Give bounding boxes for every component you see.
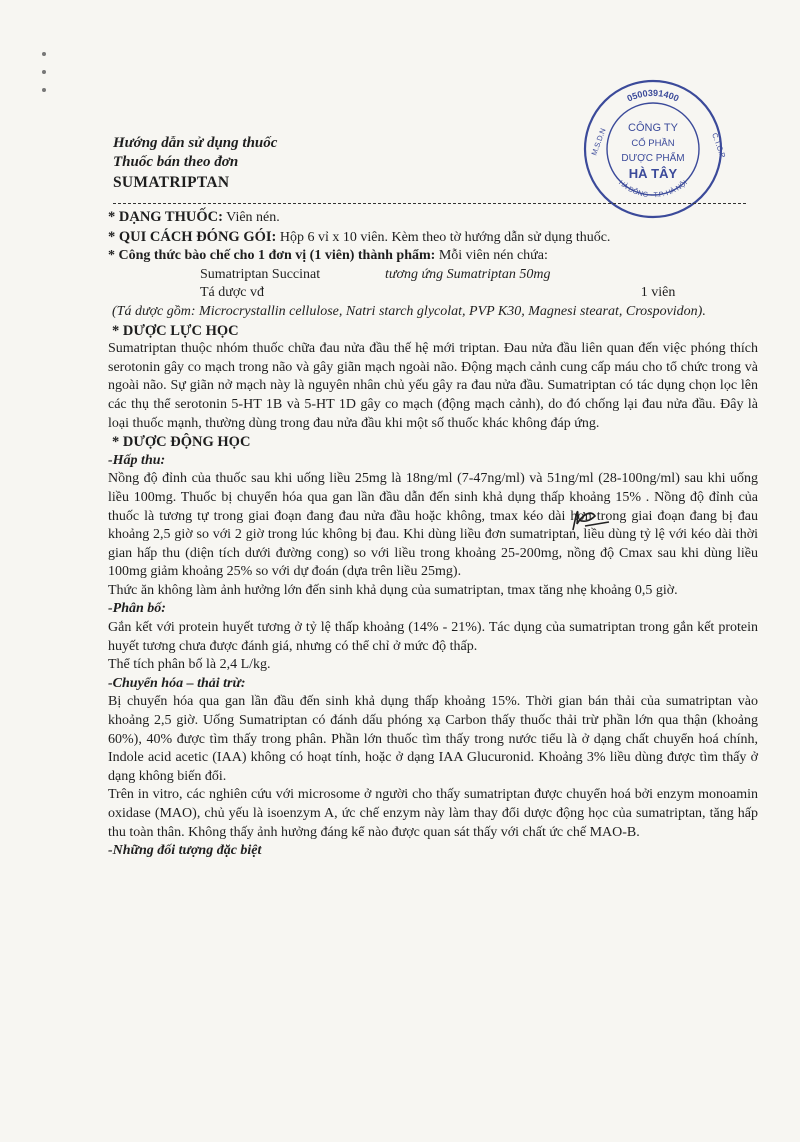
special-populations-title: -Những đối tượng đặc biệt (108, 843, 262, 859)
document-body (108, 208, 758, 861)
header-line-1: Hướng dẫn sử dụng thuốc (113, 135, 278, 151)
absorption-text: Nồng độ đỉnh của thuốc sau khi uống liều 25mg là 18ng/ml (7-47ng/ml) và 51ng/ml (28-100ng/ml) sau khi uống liều 100mg. Thuốc bị chuyển hóa qua gan lần đầu dẫn đến sinh khả dụng thấp khoảng 15% . Nồng độ đỉnh của thuốc là tương tự trong giai đoạn đang đau nửa đầu hoặc không, tmax kéo dài hơn trong giai đoạn đang bị đau khoảng 2,5 giờ so với 2 giờ trong lúc không bị đau. Khi dùng liều đơn sumatriptan, liều dùng tỷ lệ với kéo dài thời gian hấp thu (diện tích dưới đường cong) so với liều trong khoảng 25-200mg, nồng độ Cmax sau khi dùng liều 100mg giảm khoảng 25% so với dự đoán (dựa trên liều 25mg). (108, 471, 758, 580)
formula-ingredient: Sumatriptan Succinat (200, 266, 321, 282)
stamp-ring-right: C.T.C.P (710, 131, 728, 159)
pharmacokinetics-title: * DƯỢC ĐỘNG HỌC (112, 434, 251, 451)
stamp-ring-left: M.S.D.N (589, 126, 608, 157)
metabolism-title: -Chuyển hóa – thải trừ: (108, 675, 246, 691)
stamp-ring-bottom: HÀ ĐÔNG - T.P. HÀ NỘI (617, 179, 689, 200)
formula-excipient: Tá dược vđ (200, 285, 264, 301)
stamp-line-1: CÔNG TY (628, 122, 678, 134)
header-divider (113, 203, 746, 204)
svg-text:HÀ ĐÔNG - T.P. HÀ NỘI (617, 179, 689, 199)
pharmacodynamics-text: Sumatriptan thuộc nhóm thuốc chữa đau nửa đầu thế hệ mới triptan. Đau nửa đầu liên quan đến việc phóng thích serotonin gây co mạch trong não và gây giãn mạch ngoài não. Động mạch cảnh cung cấp máu cho tổ chức trong và ngoài não. Sự giãn nở mạch này là nguyên nhân chủ yếu gây ra đau nửa đầu. Sumatriptan có tác dụng chọn lọc lên các thụ thể serotonin 5-HT 1B và 5-HT 1D gây co mạch (động mạch cảnh), do đó chống lại đau nửa đầu. Đây là loại thuốc mạnh, thường dùng trong đau nửa đầu khi một số thuốc khác không đáp ứng. (108, 341, 758, 431)
packaging-value: Hộp 6 vỉ x 10 viên. Kèm theo tờ hướng dẫn sử dụng thuốc. (276, 229, 611, 245)
scan-mark (42, 70, 46, 74)
formula-label: * Công thức bào chế cho 1 đơn vị (1 viên) thành phẩm: (108, 248, 436, 264)
document-header (113, 134, 513, 193)
header-line-2: Thuốc bán theo đơn (113, 154, 239, 170)
distribution-title: -Phân bố: (108, 601, 166, 617)
packaging (108, 228, 758, 248)
scan-mark (42, 52, 46, 56)
company-stamp (578, 74, 728, 224)
product-name: SUMATRIPTAN (113, 174, 230, 191)
excipients-note: (Tá dược gồm: Microcrystallin cellulose, Natri starch glycolat, PVP K30, Magnesi stearat, Crospovidon). (112, 303, 706, 319)
svg-text:0500391400 (626, 88, 681, 104)
formula-row (108, 266, 758, 285)
formula-quantity: 1 viên (640, 285, 676, 301)
absorption-food-text: Thức ăn không làm ảnh hưởng lớn đến sinh khả dụng của sumatriptan, tmax tăng nhẹ khoảng 0,5 giờ. (108, 582, 678, 598)
metabolism-invitro-text: Trên in vitro, các nghiên cứu với microsome ở người cho thấy sumatriptan được chuyển hoá bởi enzym monoamin oxidase (MAO), chủ yếu là isoenzym A, ức chế enzym này làm thay đổi dược động học của sumatriptan, tăng hấp thu toàn thân. Không thấy ảnh hưởng đáng kể nào được quan sát thấy với chất ức chế MAO-B. (108, 787, 758, 840)
dosage-form-value: Viên nén. (222, 210, 280, 225)
stamp-reg-number: 0500391400 (625, 87, 681, 104)
stamp-line-2: CỔ PHẦN (631, 138, 675, 149)
distribution-text: Gắn kết với protein huyết tương ở tỷ lệ thấp khoảng (14% - 21%). Tác dụng của sumatriptan trong gắn kết protein huyết tương chưa được đánh giá, nhưng có thể chỉ ở mức độ thấp. (108, 620, 758, 654)
pharmacodynamics-title: * DƯỢC LỰC HỌC (112, 322, 239, 339)
stamp-line-3: DƯỢC PHẨM (621, 153, 685, 164)
dosage-form-label: * DẠNG THUỐC: (108, 209, 223, 225)
absorption-title: -Hấp thu: (108, 452, 166, 468)
handwritten-signature (565, 500, 615, 540)
distribution-volume: Thể tích phân bố là 2,4 L/kg. (108, 657, 271, 673)
formula-equivalent: tương ứng Sumatriptan 50mg (385, 266, 551, 282)
dosage-form (108, 208, 758, 228)
scan-mark (42, 88, 46, 92)
stamp-line-4: HÀ TÂY (628, 166, 678, 181)
formula-value: Mỗi viên nén chứa: (435, 248, 548, 264)
formula (108, 247, 758, 266)
formula-row (108, 284, 758, 303)
metabolism-text: Bị chuyển hóa qua gan lần đầu đến sinh khả dụng thấp khoảng 15%. Thời gian bán thải của sumatriptan vào khoảng 2,5 giờ. Uống Sumatriptan có đánh dấu phóng xạ Carbon thấy thuốc thải trừ phần lớn qua thận (khoảng 60%), 40% được tìm thấy trong phân. Phần lớn thuốc tìm thấy trong nước tiểu là ở dạng chất chuyển hoá chính, Indole acid acetic (IAA) không có hoạt tính, hoặc ở dạng IAA Glucuronid. Khoảng 3% liều dùng được tìm thấy ở dạng không biến đổi. (108, 694, 758, 784)
packaging-label: * QUI CÁCH ĐÓNG GÓI: (108, 228, 277, 245)
